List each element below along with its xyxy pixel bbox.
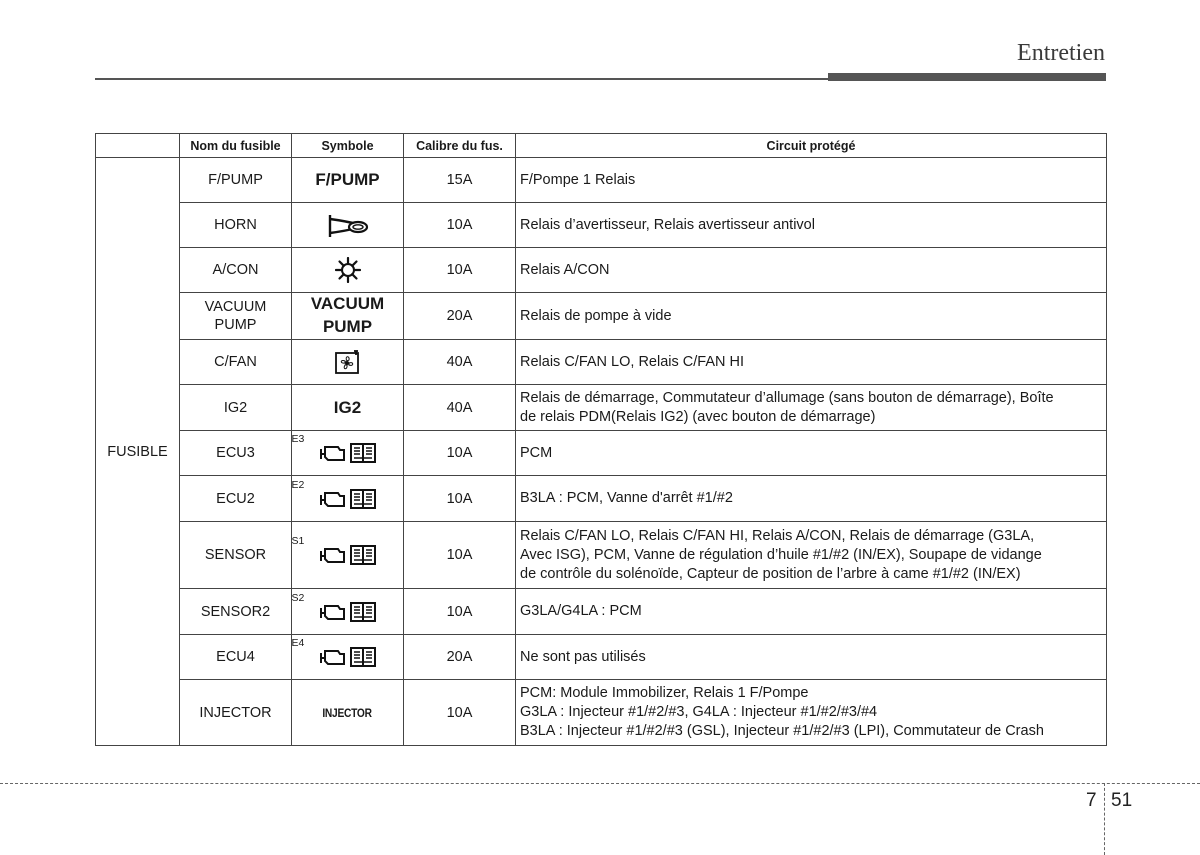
table-row	[96, 635, 1107, 680]
fuse-name-line2: PUMP	[214, 317, 257, 333]
fuse-rating: 20A	[404, 293, 516, 340]
symbol-subscript: S1	[291, 535, 305, 547]
symbol-cell	[292, 431, 404, 476]
footer-dashed-divider	[1104, 783, 1105, 855]
symbol-cell	[292, 680, 404, 746]
table-row	[96, 385, 1107, 431]
fuse-rating: 10A	[404, 680, 516, 746]
fuse-name: HORN	[180, 203, 292, 248]
circuit-line: Relais C/FAN LO, Relais C/FAN HI, Relais A/CON, Relais de démarrage (G3LA,	[520, 527, 1035, 544]
fuse-circuit	[516, 680, 1107, 746]
page-section-title: Entretien	[1017, 40, 1105, 66]
symbol-subscript: S2	[291, 591, 305, 604]
fuse-rating: 10A	[404, 431, 516, 476]
header-rule	[95, 78, 830, 80]
fuse-name	[180, 293, 292, 340]
circuit-line: de relais PDM(Relais IG2) (avec bouton de démarrage)	[520, 408, 876, 425]
fuse-circuit	[516, 522, 1107, 589]
horn-icon	[327, 210, 369, 240]
vacuum-symbol-line2: PUMP	[322, 317, 373, 336]
table-row	[96, 293, 1107, 340]
circuit-line: G3LA : Injecteur #1/#2/#3, G4LA : Injecteur #1/#2/#3/#4	[520, 704, 878, 720]
fuse-name: IG2	[180, 385, 292, 431]
engine-symbol	[291, 535, 378, 567]
fuse-circuit: F/Pompe 1 Relais	[516, 158, 1107, 203]
symbol-subscript: E2	[291, 478, 305, 491]
circuit-line: Relais de démarrage, Commutateur d’allumage (sans bouton de démarrage), Boîte	[520, 389, 1054, 406]
symbol-cell	[292, 522, 404, 589]
fuse-rating: 10A	[404, 589, 516, 635]
fuse-name: F/PUMP	[180, 158, 292, 203]
fuse-circuit	[516, 385, 1107, 431]
vacuum-symbol-line1: VACUUM	[310, 294, 385, 313]
fuse-rating: 10A	[404, 248, 516, 293]
fuse-name: A/CON	[180, 248, 292, 293]
snowflake-icon	[335, 257, 361, 283]
fuse-circuit: Relais d’avertisseur, Relais avertisseur antivol	[516, 203, 1107, 248]
symbol-subscript: E3	[291, 433, 305, 445]
symbol-cell	[292, 385, 404, 431]
fuse-rating: 20A	[404, 635, 516, 680]
symbol-cell	[292, 476, 404, 522]
circuit-line: de contrôle du solénoïde, Capteur de position de l’arbre à came #1/#2 (IN/EX)	[520, 565, 1021, 582]
engine-manual-icon	[318, 487, 378, 511]
chapter-number: 7	[1086, 790, 1097, 811]
circuit-line: PCM: Module Immobilizer, Relais 1 F/Pompe	[520, 685, 809, 701]
header-circuit: Circuit protégé	[516, 134, 1107, 158]
table-row	[96, 248, 1107, 293]
fuse-name: SENSOR	[180, 522, 292, 589]
symbol-cell	[292, 158, 404, 203]
table-row	[96, 340, 1107, 385]
table-row	[96, 476, 1107, 522]
table-header-row	[96, 134, 1107, 158]
page-number: 51	[1111, 790, 1133, 811]
fuse-rating: 40A	[404, 385, 516, 431]
engine-manual-icon	[318, 645, 378, 669]
symbol-cell	[292, 340, 404, 385]
table-row	[96, 203, 1107, 248]
header-rule-accent	[828, 73, 1106, 81]
symbol-cell	[292, 293, 404, 340]
symbol-cell	[292, 635, 404, 680]
table-row	[96, 522, 1107, 589]
fuse-table	[95, 133, 1107, 746]
header-blank	[96, 134, 180, 158]
fuse-name: SENSOR2	[180, 589, 292, 635]
engine-symbol	[291, 478, 378, 511]
fuse-name: ECU2	[180, 476, 292, 522]
engine-manual-icon	[318, 441, 378, 465]
symbol-cell	[292, 203, 404, 248]
fuse-rating: 10A	[404, 476, 516, 522]
cooling-fan-icon	[334, 349, 362, 375]
fuse-circuit: G3LA/G4LA : PCM	[516, 589, 1107, 635]
fuse-circuit: Relais A/CON	[516, 248, 1107, 293]
fuse-circuit: Ne sont pas utilisés	[516, 635, 1107, 680]
engine-symbol	[291, 637, 378, 669]
fuse-circuit: Relais C/FAN LO, Relais C/FAN HI	[516, 340, 1107, 385]
fuse-rating: 15A	[404, 158, 516, 203]
table-row	[96, 158, 1107, 203]
fuse-name: ECU4	[180, 635, 292, 680]
engine-symbol	[291, 591, 378, 624]
table-row	[96, 680, 1107, 746]
fpump-symbol: F/PUMP	[315, 170, 380, 189]
engine-manual-icon	[318, 600, 378, 624]
group-label-fusible: FUSIBLE	[96, 158, 180, 746]
table-row	[96, 431, 1107, 476]
injector-symbol: INJECTOR	[322, 705, 373, 720]
fuse-rating: 10A	[404, 203, 516, 248]
fuse-name: ECU3	[180, 431, 292, 476]
circuit-line: Avec ISG), PCM, Vanne de régulation d’huile #1/#2 (IN/EX), Soupape de vidange	[520, 546, 1042, 563]
header-fuse-name: Nom du fusible	[180, 134, 292, 158]
fuse-circuit: B3LA : PCM, Vanne d'arrêt #1/#2	[516, 476, 1107, 522]
symbol-subscript: E4	[291, 637, 305, 649]
fuse-circuit: Relais de pompe à vide	[516, 293, 1107, 340]
footer-dashed-rule	[0, 783, 1200, 784]
symbol-cell	[292, 589, 404, 635]
fuse-name: C/FAN	[180, 340, 292, 385]
fuse-name-line1: VACUUM	[204, 299, 267, 315]
fuse-rating: 10A	[404, 522, 516, 589]
table-row	[96, 589, 1107, 635]
fuse-rating: 40A	[404, 340, 516, 385]
header-rating: Calibre du fus.	[404, 134, 516, 158]
engine-symbol	[291, 433, 378, 465]
symbol-cell	[292, 248, 404, 293]
circuit-line: B3LA : Injecteur #1/#2/#3 (GSL), Injecteur #1/#2/#3 (LPI), Commutateur de Crash	[520, 723, 1044, 739]
fuse-name: INJECTOR	[180, 680, 292, 746]
ig2-symbol: IG2	[333, 397, 362, 417]
header-symbol: Symbole	[292, 134, 404, 158]
fuse-circuit: PCM	[516, 431, 1107, 476]
engine-manual-icon	[318, 543, 378, 567]
